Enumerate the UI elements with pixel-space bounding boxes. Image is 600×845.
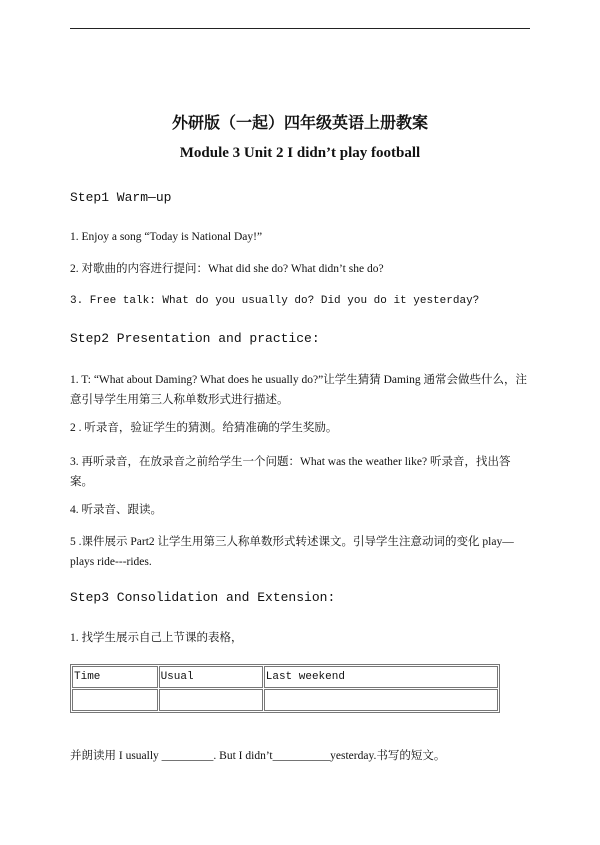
table-header-time: Time — [72, 666, 158, 688]
table-header-last-weekend: Last weekend — [264, 666, 498, 688]
step2-item-1: 1. T: “What about Daming? What does he usually do?”让学生猜猜 Daming 通常会做些什么，注意引导学生用第三人称单数形式进行描述。 — [70, 374, 528, 406]
table-cell — [159, 689, 263, 711]
step1-item-2: 2. 对歌曲的内容进行提问：What did she do? What didn’t she do? — [70, 263, 384, 275]
document-subtitle: Module 3 Unit 2 I didn’t play football — [179, 145, 421, 161]
step2-item-4: 4. 听录音、跟读。 — [70, 504, 162, 516]
header-rule — [70, 28, 530, 29]
table-cell — [264, 689, 498, 711]
step2-heading: Step2 Presentation and practice: — [70, 331, 320, 346]
step1-item-3: 3. Free talk: What do you usually do? Did you do it yesterday? — [70, 295, 480, 307]
table-header-usual: Usual — [159, 666, 263, 688]
step1-heading: Step1 Warm—up — [70, 190, 172, 205]
step2-item-3: 3. 再听录音，在放录音之前给学生一个问题：What was the weather like? 听录音，找出答案。 — [70, 456, 511, 488]
table-row — [72, 689, 498, 711]
table-header-row — [72, 666, 498, 688]
schedule-table — [70, 664, 500, 713]
step3-item-1: 1. 找学生展示自己上节课的表格， — [70, 632, 243, 644]
closing-text: 并朗读用 I usually _________. But I didn’t__________yesterday.书写的短文。 — [70, 750, 446, 762]
table-cell — [72, 689, 158, 711]
step1-item-1: 1. Enjoy a song “Today is National Day!” — [70, 231, 263, 243]
step2-item-2: 2 . 听录音，验证学生的猜测。给猜准确的学生奖励。 — [70, 422, 338, 434]
step3-heading: Step3 Consolidation and Extension: — [70, 590, 336, 605]
step2-item-5: 5 .课件展示 Part2 让学生用第三人称单数形式转述课文。引导学生注意动词的变化 play—plays ride---rides. — [70, 536, 514, 568]
document-title: 外研版（一起）四年级英语上册教案 — [171, 113, 428, 132]
